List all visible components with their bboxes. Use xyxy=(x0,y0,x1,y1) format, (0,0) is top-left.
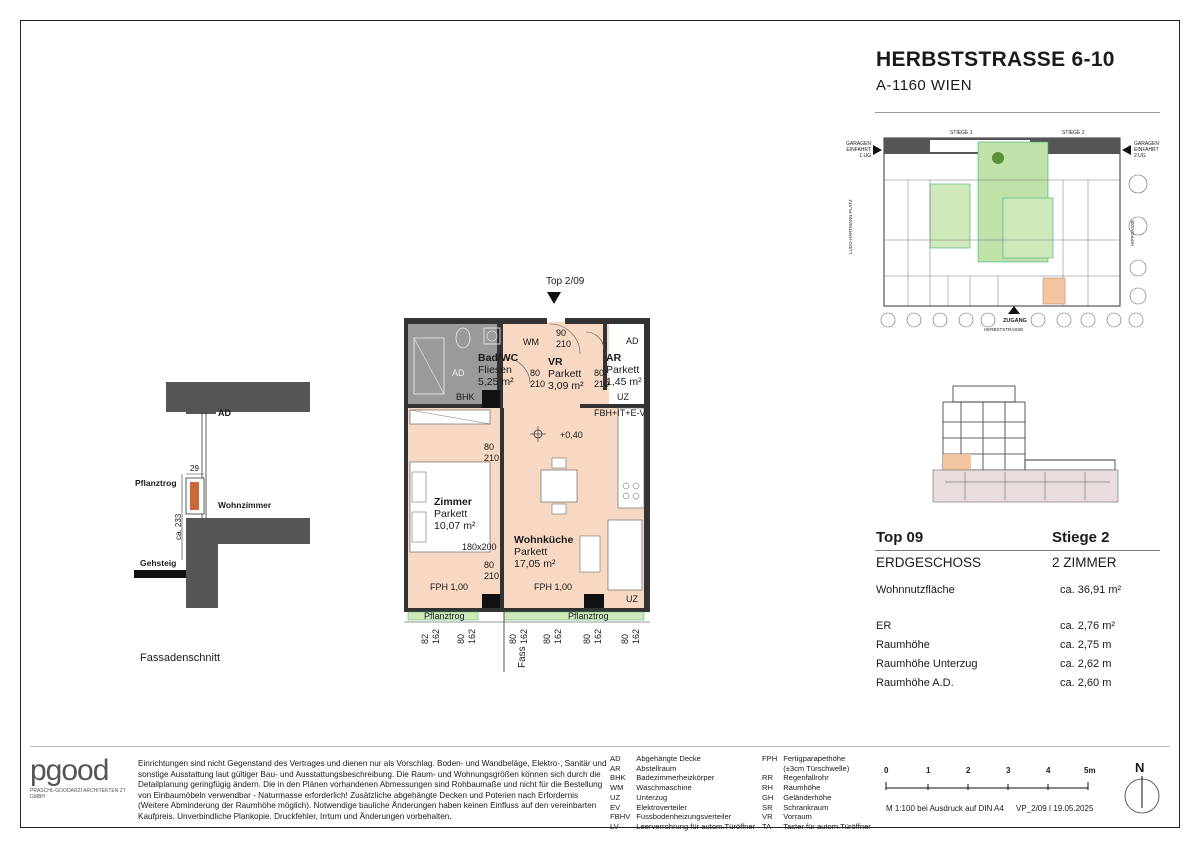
section-wohnzimmer: Wohnzimmer xyxy=(218,500,272,510)
room-vr-area: 3,09 m² xyxy=(548,380,584,392)
door-dim-ar xyxy=(594,368,609,390)
legend-abbr: FPH xyxy=(762,754,778,763)
legend-row xyxy=(762,783,877,793)
room-ar xyxy=(606,352,642,388)
window-dims xyxy=(400,624,660,648)
unit-stiege: Stiege 2 xyxy=(1052,529,1110,546)
legend-row xyxy=(762,764,877,774)
window-dim-0: 82 xyxy=(420,633,430,644)
legend-row xyxy=(610,764,761,774)
garage-left xyxy=(839,141,871,159)
window-dim-4: 80 xyxy=(508,633,518,644)
section-dim29: 29 xyxy=(190,464,199,473)
door-dim-6: 80 xyxy=(484,442,495,452)
room-vr xyxy=(548,356,584,392)
label-pflanztrog1: Pflanztrog xyxy=(424,611,465,621)
legend-abbr: WM xyxy=(610,783,624,793)
door-dim-8: 80 xyxy=(484,560,495,570)
raumhoehe-ad-label: Raumhöhe A.D. xyxy=(876,677,954,689)
legend-row xyxy=(610,754,761,764)
label-fph1: FPH 1,00 xyxy=(430,582,469,592)
label-wm: WM xyxy=(523,337,539,347)
legend-row xyxy=(762,803,877,813)
legend-abbr xyxy=(762,764,783,774)
project-city: A-1160 WIEN xyxy=(876,77,973,94)
legend-abbr: AR xyxy=(610,763,621,773)
legend-abbr: TA xyxy=(762,821,772,831)
raumhoehe-label: Raumhöhe xyxy=(876,639,930,651)
legend-desc: Regenfallrohr xyxy=(783,773,829,783)
section-dim233: ca. 233 xyxy=(174,513,183,540)
label-pflanztrog2: Pflanztrog xyxy=(568,611,609,621)
room-ar-name: AR xyxy=(606,352,622,364)
legend-row xyxy=(610,822,761,832)
window-dim-9: 162 xyxy=(593,628,603,644)
site-plan xyxy=(838,128,1163,348)
section-caption: Fassadenschnitt xyxy=(140,652,221,664)
floor-plan xyxy=(400,276,660,672)
legend-row xyxy=(610,773,761,783)
door-dim-3: 210 xyxy=(530,379,546,389)
window-dim-1: 162 xyxy=(431,628,441,644)
logo-subtitle: PRASCHL-GOODARZI ARCHITEKTEN ZT GMBH xyxy=(30,788,126,800)
north-arrow xyxy=(1122,760,1162,820)
legend-abbr: AD xyxy=(610,754,621,763)
legend-abbr: EV xyxy=(610,802,621,812)
er-label: ER xyxy=(876,620,892,632)
compass-icon xyxy=(1122,776,1162,816)
label-fph2: FPH 1,00 xyxy=(534,582,573,592)
door-dim-1: 210 xyxy=(556,339,572,349)
door-dim-4: 80 xyxy=(594,368,605,378)
garage-left-line1: GARAGEN xyxy=(845,141,871,147)
header-divider xyxy=(875,112,1160,113)
legend-desc: Geländerhöhe xyxy=(783,792,832,802)
street-left: LUDO-HARTMANN-PLATZ xyxy=(848,199,853,254)
legend-desc: Leerverrohrung für autom.Türöffner xyxy=(636,821,756,831)
project-title: HERBSTSTRASSE 6-10 xyxy=(876,48,1115,71)
room-wohnkueche-area: 17,05 m² xyxy=(514,558,556,570)
room-bad-floor: Fliesen xyxy=(478,364,512,376)
room-bad-area: 5,25 m² xyxy=(478,376,514,388)
legend-desc: Abstellraum xyxy=(636,763,677,773)
door-dim-9: 210 xyxy=(484,571,500,581)
facade-section xyxy=(130,378,310,628)
label-fass: Fass xyxy=(517,646,528,668)
legend-abbr: FBHV xyxy=(610,812,631,822)
door-dim-zimmer xyxy=(484,442,499,464)
room-wohnkueche-floor: Parkett xyxy=(514,546,548,558)
room-vr-name: VR xyxy=(548,356,563,368)
door-dim-2: 80 xyxy=(530,368,541,378)
window-dim-2: 80 xyxy=(456,633,466,644)
legend-desc: Unterzug xyxy=(636,792,668,802)
section-pflanztrog: Pflanztrog xyxy=(135,478,177,488)
plan-id: VP_2/09 I 19.05.2025 xyxy=(1016,804,1094,813)
scale-tick-3: 3 xyxy=(1006,766,1011,775)
scale-tick-2: 2 xyxy=(966,766,971,775)
door-dim-0: 90 xyxy=(556,328,567,338)
top-marker: Top 2/09 xyxy=(546,276,585,287)
site-stiege2: STIEGE 2 xyxy=(1062,130,1085,136)
unit-top: Top 09 xyxy=(876,529,924,546)
garage-right xyxy=(1134,141,1159,159)
scale-tick-0: 0 xyxy=(884,766,889,775)
room-zimmer-area: 10,07 m² xyxy=(434,520,476,532)
legend-desc: Fussbodenheizungsverteiler xyxy=(636,812,732,822)
street-bottom: HERBSTSTRASSE xyxy=(984,327,1024,332)
room-zimmer-floor: Parkett xyxy=(434,508,468,520)
legend-1 xyxy=(610,754,761,832)
door-dim-entry xyxy=(556,328,571,350)
door-dim-5: 210 xyxy=(594,379,610,389)
legend-row xyxy=(762,754,877,764)
building-section-drawing xyxy=(925,372,1125,507)
legend-2 xyxy=(762,754,877,832)
room-wohnkueche xyxy=(514,534,573,570)
logo-text: pgood xyxy=(30,754,109,787)
label-ad-ar: AD xyxy=(626,336,639,346)
company-logo xyxy=(30,756,130,806)
site-stiege1: STIEGE 1 xyxy=(950,130,973,136)
label-ad-bad: AD xyxy=(452,368,465,378)
door-dim-7: 210 xyxy=(484,453,500,463)
garage-left-line2: EINFAHRT xyxy=(846,147,871,153)
legend-row xyxy=(762,812,877,822)
legend-desc: Elektroverteiler xyxy=(636,802,687,812)
legend-desc: Vorraum xyxy=(783,812,812,822)
scale-tick-5: 5m xyxy=(1084,766,1096,775)
legend-abbr: UZ xyxy=(610,792,621,802)
room-bad xyxy=(478,352,518,388)
legend-desc: Fertigparapethöhe xyxy=(783,754,846,763)
scale-text: M 1:100 bei Ausdruck auf DIN A4 xyxy=(886,804,1004,813)
room-ar-floor: Parkett xyxy=(606,364,640,376)
scale-bar xyxy=(882,764,1112,804)
legend-row xyxy=(610,803,761,813)
room-bad-name: Bad/WC xyxy=(478,352,519,364)
legend-abbr: GH xyxy=(762,792,774,802)
site-plan-drawing xyxy=(838,128,1163,348)
garage-right-line3: 2.UG xyxy=(1134,153,1146,159)
legend-row xyxy=(610,812,761,822)
wnf-value: ca. 36,91 m² xyxy=(1060,584,1122,596)
room-ar-area: 1,45 m² xyxy=(606,376,642,388)
legend-abbr: VR xyxy=(762,812,773,822)
zugang-label: ZUGANG xyxy=(1003,318,1027,324)
label-fbh: FBH+IT+E-V xyxy=(594,408,646,418)
garage-right-line2: EINFAHRT xyxy=(1134,147,1159,153)
legend-row xyxy=(762,822,877,832)
window-dim-3: 162 xyxy=(467,628,477,644)
legend-abbr: SR xyxy=(762,802,773,812)
window-dim-11: 162 xyxy=(631,628,641,644)
window-dim-10: 80 xyxy=(620,633,630,644)
legend-abbr: RR xyxy=(762,773,773,783)
scale-tick-4: 4 xyxy=(1046,766,1051,775)
legend-abbr: BHK xyxy=(610,773,626,783)
section-ad: AD xyxy=(218,408,231,418)
north-label: N xyxy=(1135,760,1145,775)
label-level: +0,40 xyxy=(560,430,583,440)
street-right: HIPPGASSE xyxy=(1130,219,1135,246)
legend-abbr: RH xyxy=(762,783,773,793)
room-wohnkueche-name: Wohnküche xyxy=(514,534,574,546)
window-dim-5: 162 xyxy=(519,628,529,644)
section-gehsteig: Gehsteig xyxy=(140,558,177,568)
legend-row xyxy=(762,793,877,803)
label-bhk: BHK xyxy=(456,392,475,402)
scale-bar-graphic xyxy=(882,778,1102,792)
label-uz-bottom: UZ xyxy=(626,594,638,604)
room-zimmer-name: Zimmer xyxy=(434,496,472,508)
raumhoehe-value: ca. 2,75 m xyxy=(1060,639,1112,651)
garage-left-line3: 1.UG xyxy=(859,153,871,159)
legend-desc: Schrankraum xyxy=(783,802,829,812)
window-dim-8: 80 xyxy=(582,633,592,644)
window-dim-7: 162 xyxy=(553,628,563,644)
legend-abbr: LV xyxy=(610,821,619,831)
legend-desc: Waschmaschine xyxy=(636,783,692,793)
building-section xyxy=(925,372,1125,507)
legend-desc: Badezimmerheizkörper xyxy=(636,773,715,783)
footer-divider xyxy=(30,746,1170,747)
legend-row xyxy=(762,773,877,783)
legend-row xyxy=(610,793,761,803)
garage-right-line1: GARAGEN xyxy=(1134,141,1160,147)
window-dim-6: 80 xyxy=(542,633,552,644)
raumhoehe-uz-label: Raumhöhe Unterzug xyxy=(876,658,978,670)
unit-rooms: 2 ZIMMER xyxy=(1052,555,1117,570)
legend-desc: Abgehängte Decke xyxy=(636,754,701,763)
room-vr-floor: Parkett xyxy=(548,368,582,380)
legend-desc: Raumhöhe xyxy=(783,783,821,793)
info-divider xyxy=(875,550,1160,551)
legend-row xyxy=(610,783,761,793)
raumhoehe-ad-value: ca. 2,60 m xyxy=(1060,677,1112,689)
disclaimer: Einrichtungen sind nicht Gegenstand des Vertrages und dienen nur als Vorschlag. Boden- und Wandbeläge, Elektro-, Sanitär und sonstige Ausstattung laut gültiger Bau- und Ausstattungsbeschreibung. Die Raum- und Wohnungsgrößen können sich durch die Detailplanung geringfügig ändern. Die in den Plänen vorhandenen Abmessungen sind Rohbaumaße und nicht für die Bestellung von Einbaumöbeln verwendbar - Naturmasse erforderlich! Zusätzliche abgehängte Decken und Poterien nach Erfordernis (Weitere Abminderung der Raumhöhe möglich). Notwendige bauliche Änderungen haben keinen Einfluss auf den vereinbarten Kaufpreis. Unverbindliche Plankopie. Druckfehler, Irrtum und Änderungen vorbehalten. xyxy=(138,759,607,821)
er-value: ca. 2,76 m² xyxy=(1060,620,1116,632)
legend-desc: Taster für autom.Türöffner xyxy=(783,821,871,831)
wnf-label: Wohnnutzfläche xyxy=(876,584,955,596)
label-bed: 180x200 xyxy=(462,542,497,552)
room-zimmer xyxy=(434,496,475,532)
label-uz-top: UZ xyxy=(617,392,629,402)
raumhoehe-uz-value: ca. 2,62 m xyxy=(1060,658,1112,670)
door-dim-wohn xyxy=(484,560,499,582)
door-dim-bad xyxy=(530,368,545,390)
unit-floor: ERDGESCHOSS xyxy=(876,555,982,570)
scale-tick-1: 1 xyxy=(926,766,931,775)
legend-desc: (±3cm Türschwelle) xyxy=(783,763,850,773)
